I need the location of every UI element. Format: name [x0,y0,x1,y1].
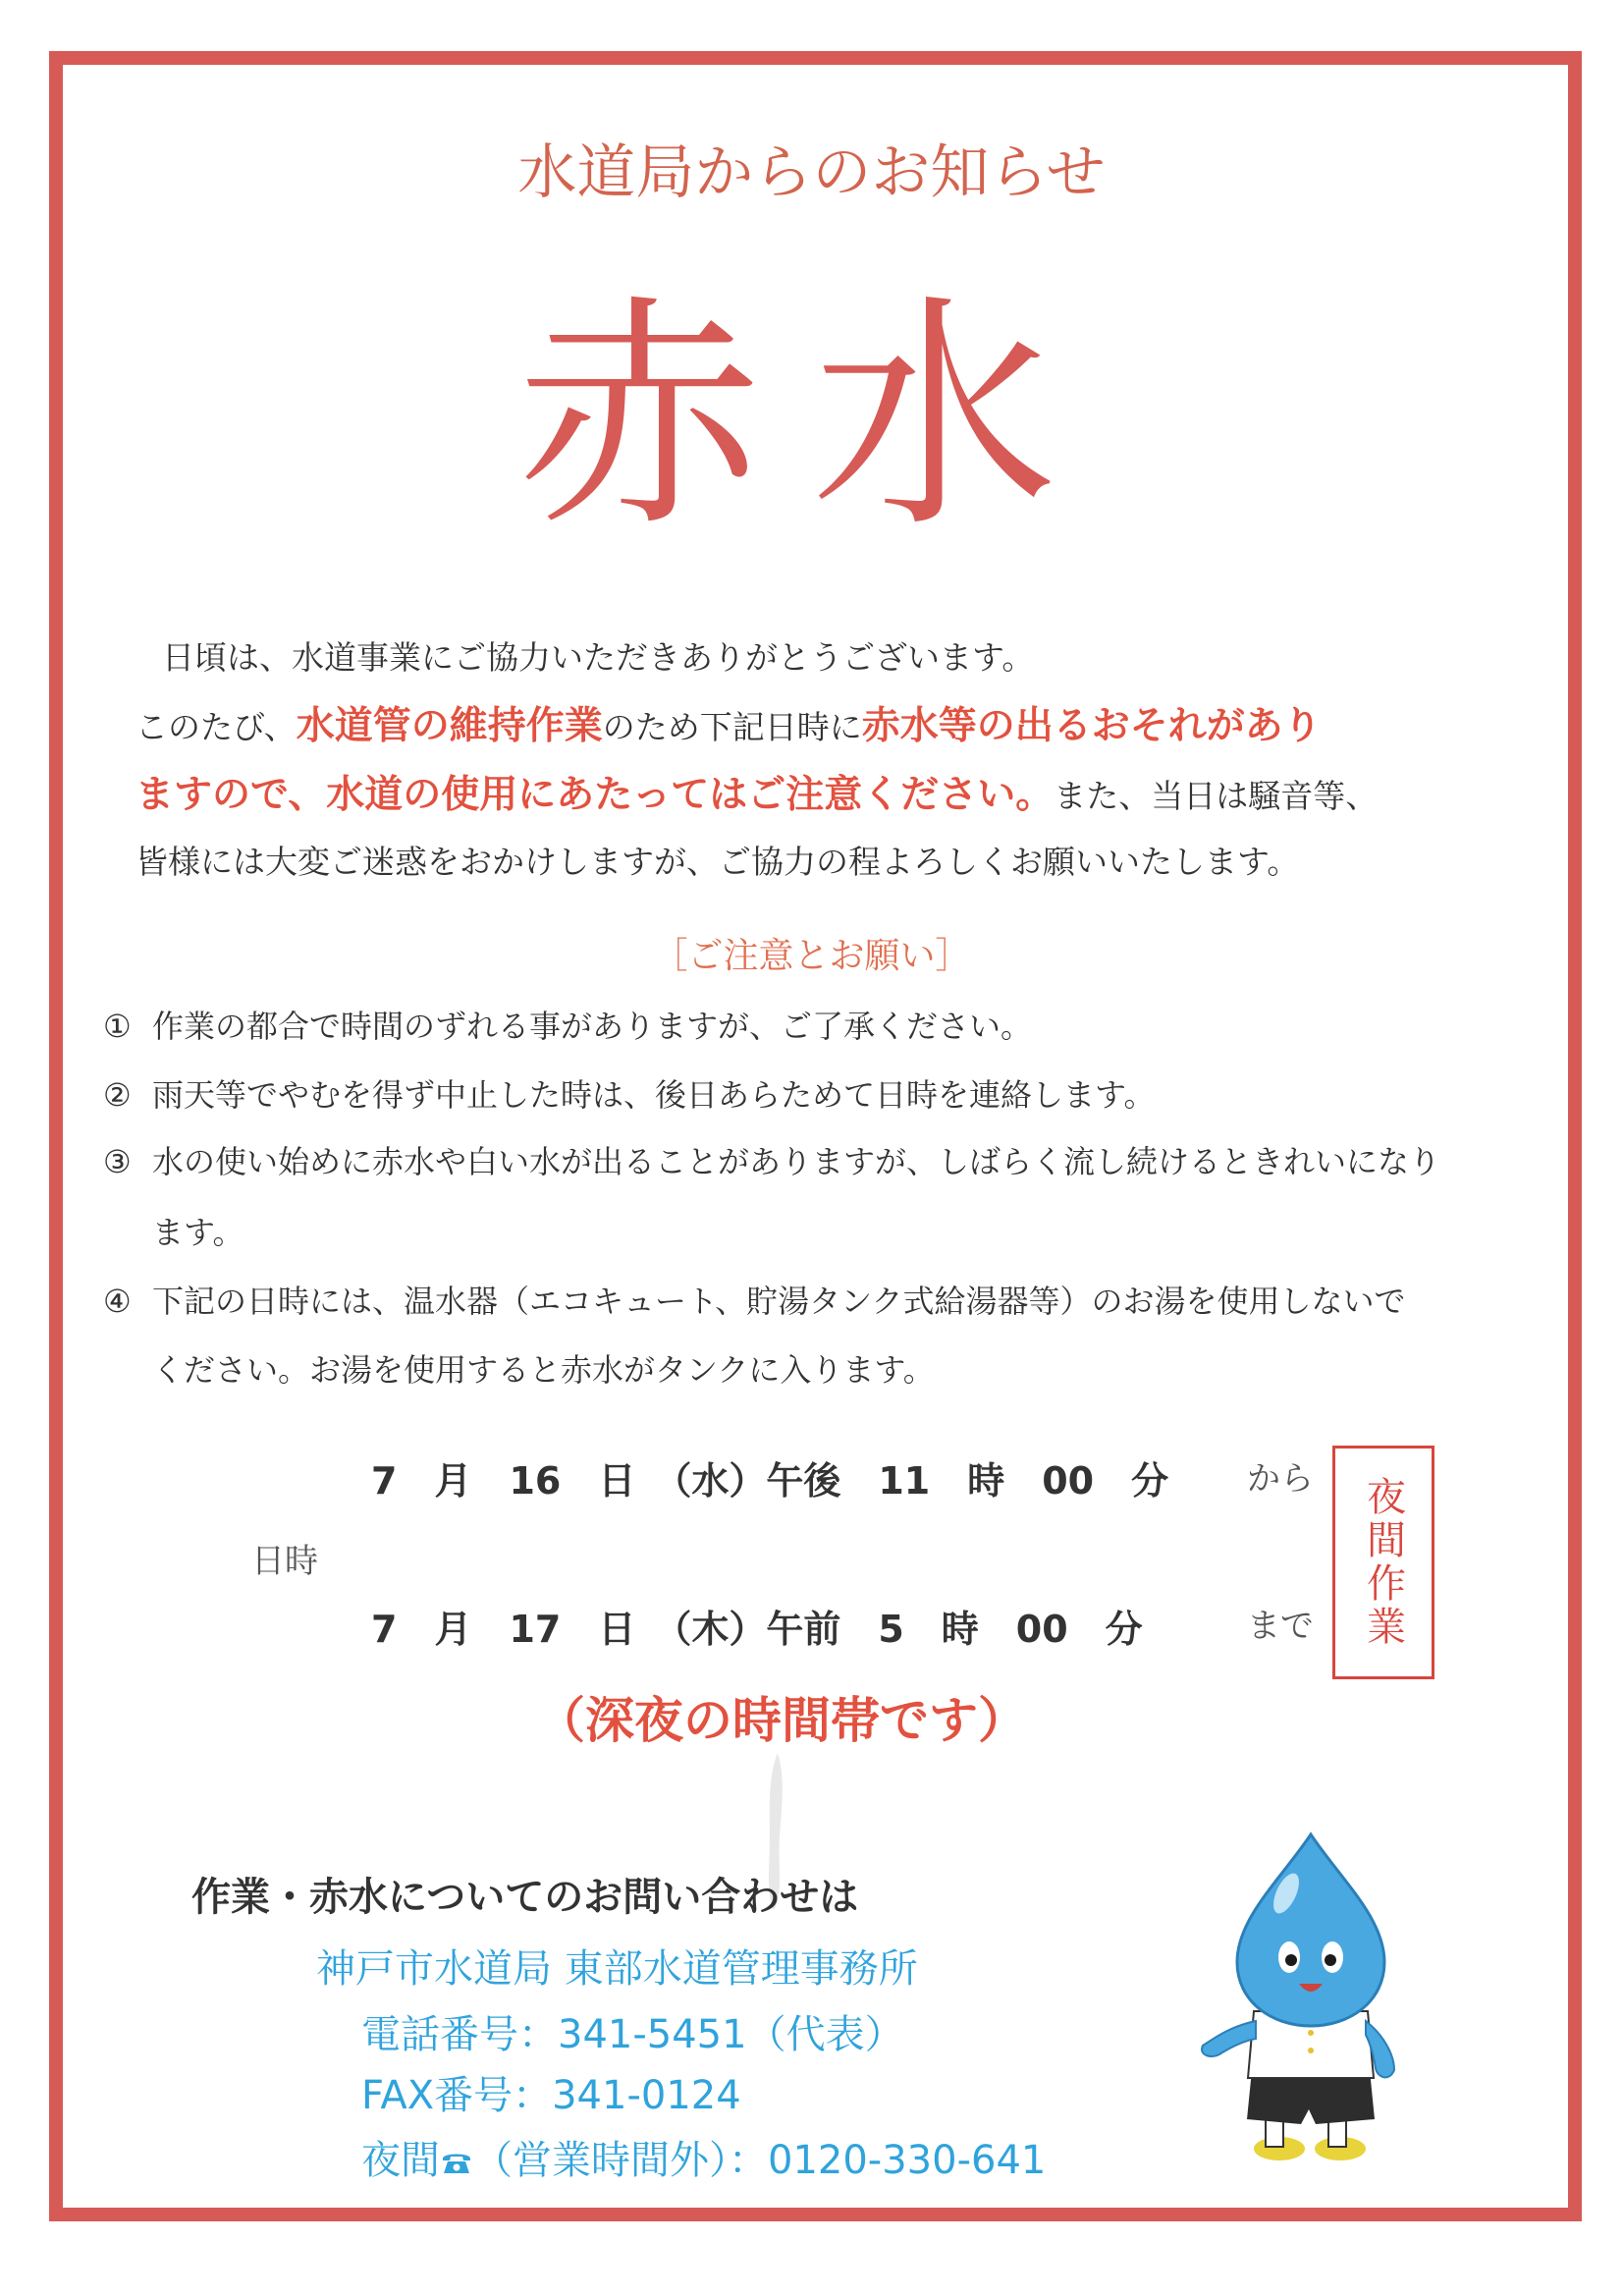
notice-item-text: 作業の都合で時間のずれる事がありますが、ご了承ください。 [152,1008,1033,1045]
contact-night-prefix: 夜間 [361,2138,440,2183]
schedule-end: 7 月 17 日 （木）午前 5 時 00 分 [371,1608,1143,1651]
notice-item-4-continued: ください。お湯を使用すると赤水がタンクに入ります。 [152,1351,935,1389]
notice-item-number: ① [103,1008,132,1045]
intro-line-3-red: ますので、水道の使用にあたってはご注意ください。 [135,773,1055,817]
schedule-start: 7 月 16 日 （水）午後 11 時 00 分 [371,1459,1169,1503]
notice-item-text: 雨天等でやむを得ず中止した時は、後日あらためて日時を連絡します。 [152,1076,1156,1114]
contact-heading: 作業・赤水についてのお問い合わせは [191,1875,859,1920]
notice-item-4 [103,1277,1405,1322]
notice-item-text: 水の使い始めに赤水や白い水が出ることがありますが、しばらく流し続けるときれいになり [152,1143,1441,1180]
schedule-end-suffix: まで [1247,1607,1314,1646]
night-work-label: 夜間作業 [1360,1476,1406,1649]
schedule-label: 日時 [251,1542,318,1581]
contact-tel: 電話番号：341-5451（代表） [361,2012,904,2057]
notice-item-2 [103,1070,1155,1116]
contact-fax: FAX番号：341-0124 [361,2073,741,2118]
intro-line-3-post: また、当日は騒音等、 [1054,777,1379,815]
intro-line-3 [135,764,1378,819]
night-work-badge [1332,1446,1434,1679]
intro-line-2-mid: のため下記日時に [602,708,862,746]
notice-item-1 [103,1002,1032,1047]
headline: 赤水 [516,274,1107,560]
notice-item-number: ③ [103,1143,132,1180]
notice-item-3 [103,1137,1440,1182]
notice-item-text: 下記の日時には、温水器（エコキュート、貯湯タンク式給湯器等）のお湯を使用しないで [152,1283,1406,1320]
intro-line-4: 皆様には大変ご迷惑をおかけしますが、ご協力の程よろしくお願いいたします。 [135,843,1300,881]
schedule-start-suffix: から [1247,1459,1314,1499]
contact-night-rest: （営業時間外）：0120-330-641 [473,2138,1047,2183]
notice-item-number: ④ [103,1283,132,1320]
intro-line-2-red1: 水道管の維持作業 [296,704,603,748]
contact-office: 神戸市水道局 東部水道管理事務所 [316,1946,918,1992]
water-drop-mascot [1193,1825,1419,2168]
telephone-icon [440,2150,473,2175]
intro-line-2-pre: このたび、 [135,708,297,746]
notice-item-number: ② [103,1076,132,1114]
intro-line-1: 日頃は、水道事業にご協力いただきありがとうございます。 [162,638,1035,677]
notice-item-3-continued: ます。 [152,1214,244,1251]
notice-header: 水道局からのお知らせ [517,138,1106,207]
intro-line-2 [135,695,1322,750]
late-night-note: （深夜の時間帯です） [536,1692,1027,1749]
intro-line-2-red2: 赤水等の出るおそれがあり [861,704,1322,748]
contact-night [361,2129,1046,2185]
notice-heading: ［ご注意とお願い］ [652,936,971,976]
